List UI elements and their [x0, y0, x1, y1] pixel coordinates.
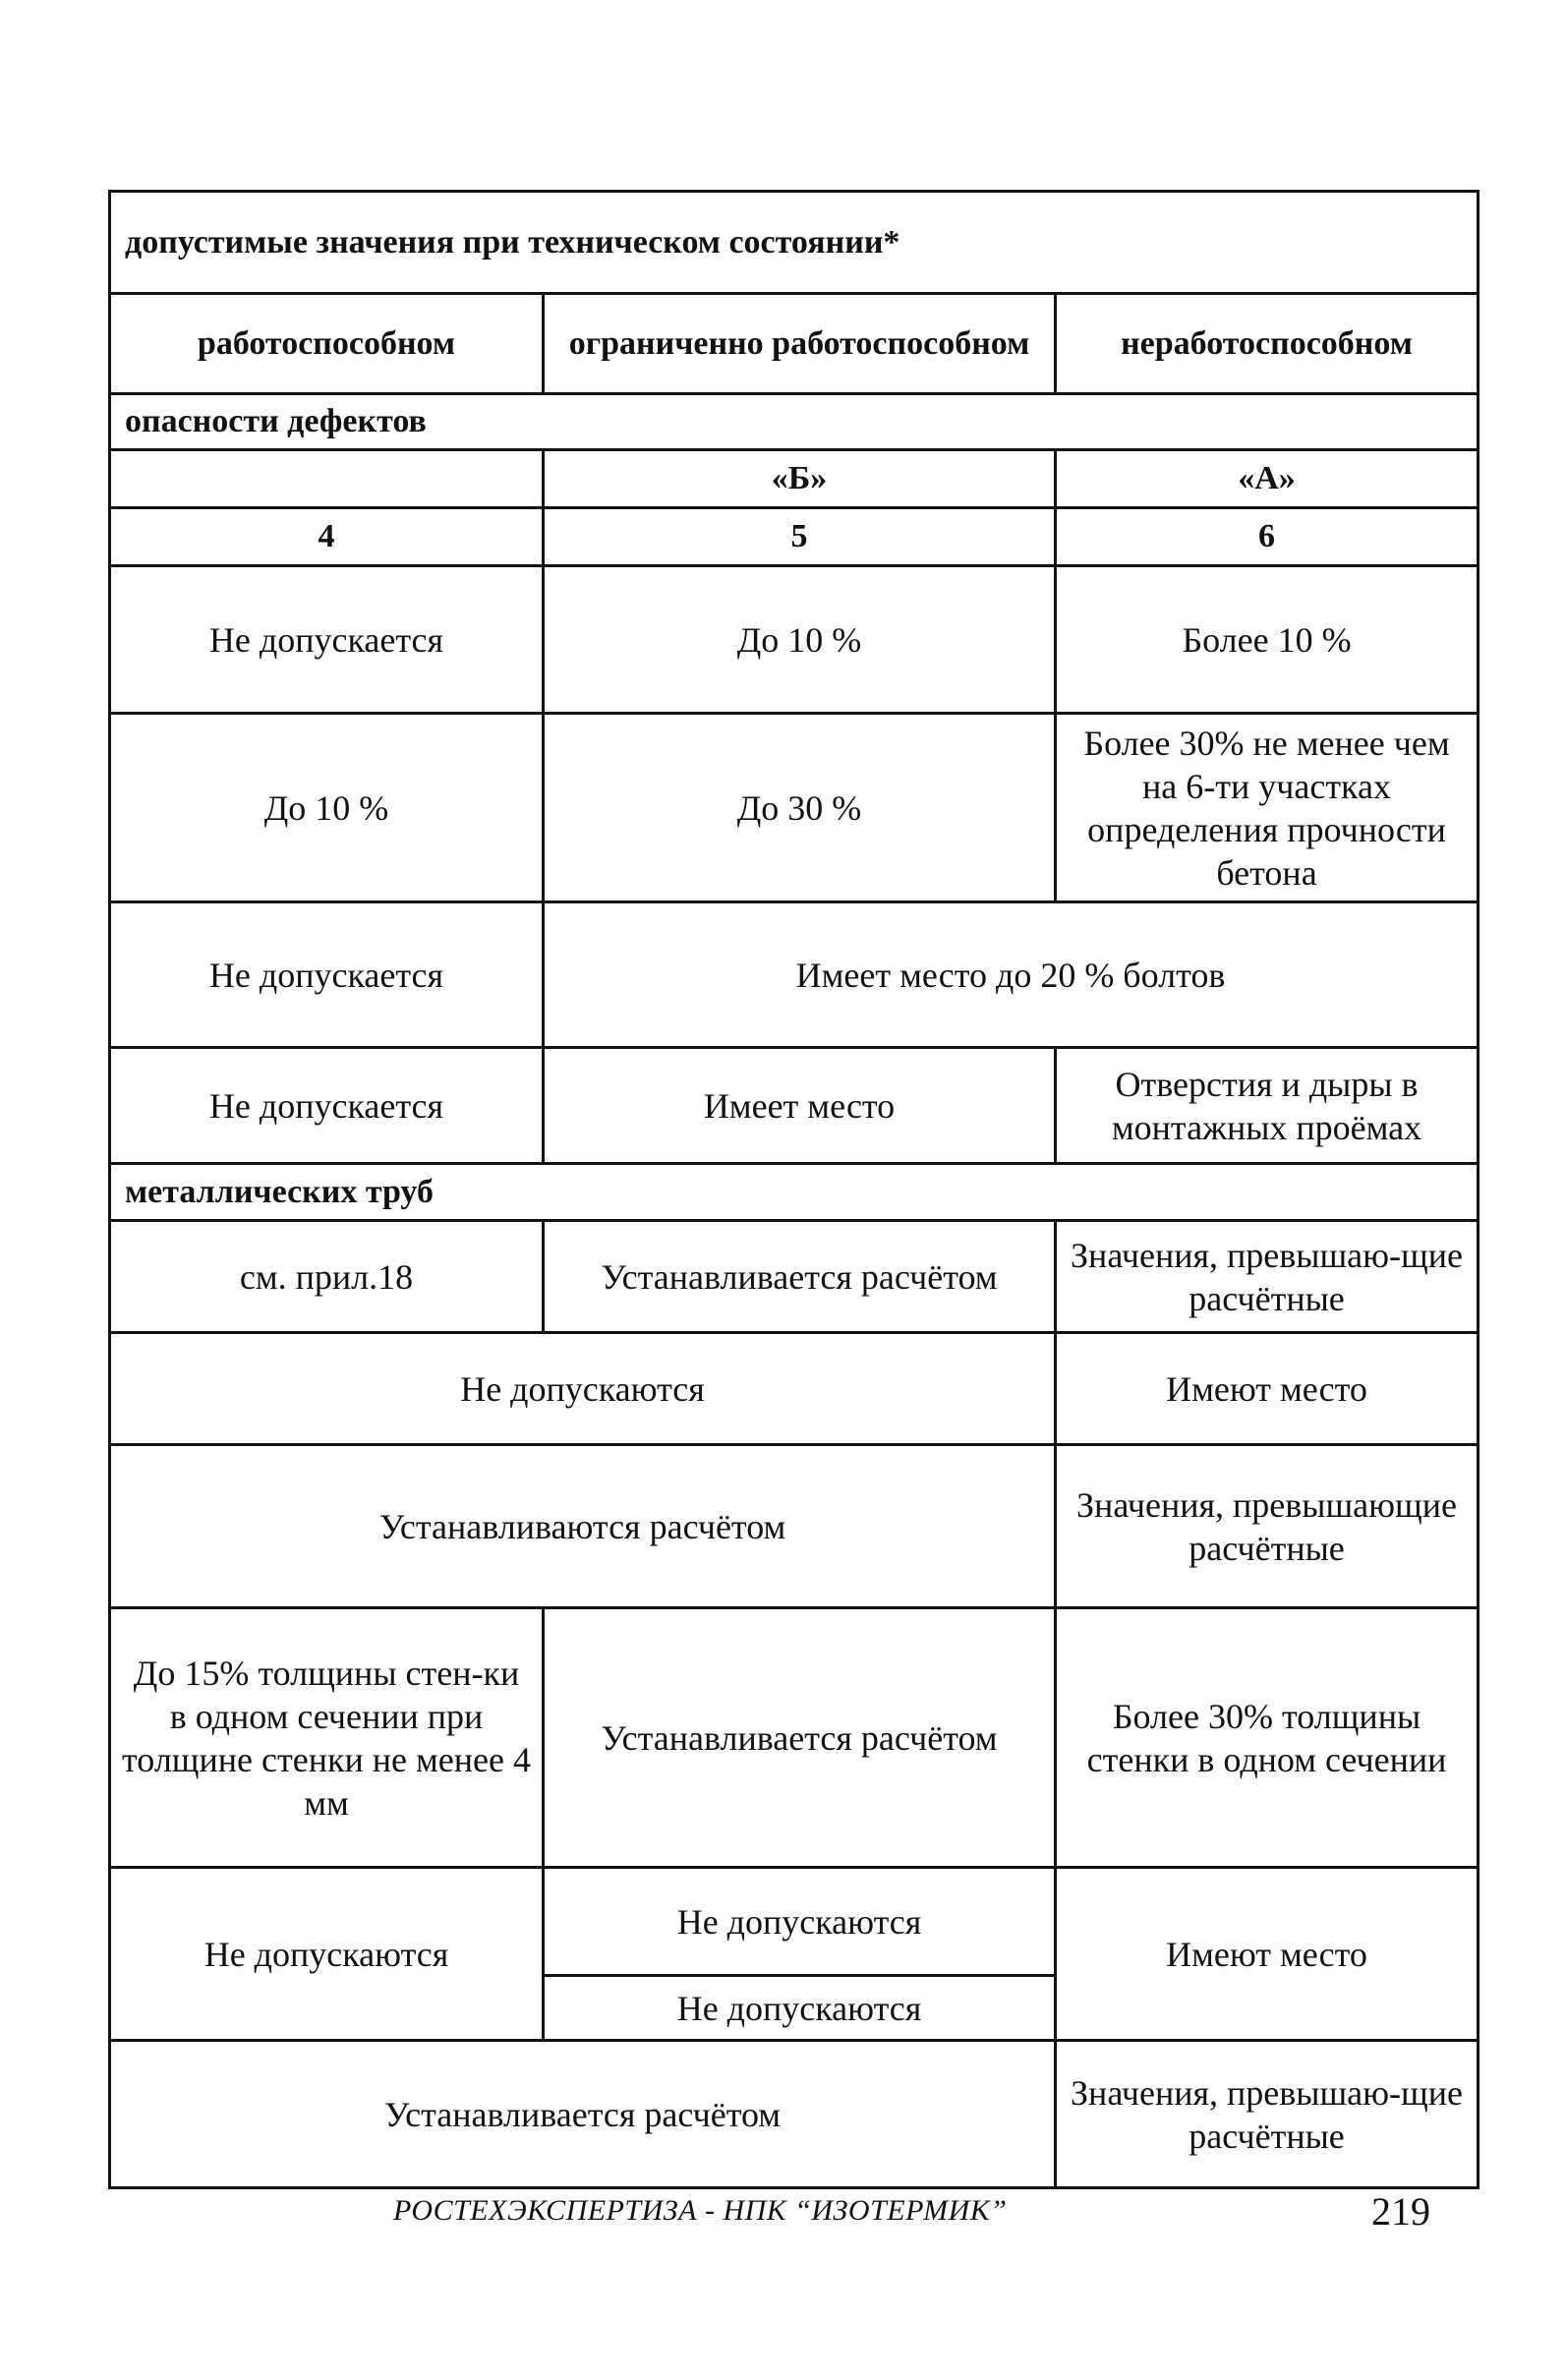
table-cell: Значения, превышающие расчётные	[1056, 1445, 1479, 1608]
table-cell: Не допускается	[110, 902, 544, 1048]
table-cell: Не допускаются	[544, 1976, 1056, 2041]
hazard-cat-b: «Б»	[544, 450, 1056, 508]
table-cell: До 30 %	[544, 714, 1056, 902]
table-cell: Имеют место	[1056, 1868, 1479, 2041]
table-cell: До 10 %	[110, 714, 544, 902]
table-cell: Устанавливается расчётом	[544, 1221, 1056, 1333]
table-cell: До 15% толщины стен-ки в одном сечении при толщине стенки не менее 4 мм	[110, 1608, 544, 1868]
hazard-cat-a: «А»	[1056, 450, 1479, 508]
table-cell: Не допускаются	[110, 1333, 1056, 1445]
criteria-table	[108, 190, 1479, 2189]
table-cell: Более 30% не менее чем на 6-ти участках определения прочности бетона	[1056, 714, 1479, 902]
table-cell: Устанавливаются расчётом	[110, 1445, 1056, 1608]
column-number-6: 6	[1056, 508, 1479, 566]
column-number-4: 4	[110, 508, 544, 566]
header-operable: работоспособном	[110, 294, 544, 394]
column-number-5: 5	[544, 508, 1056, 566]
table-cell: Не допускается	[110, 1048, 544, 1164]
table-cell: Устанавливается расчётом	[544, 1608, 1056, 1868]
page-number: 219	[1371, 2189, 1430, 2234]
table-cell: Имеет место до 20 % болтов	[544, 902, 1479, 1048]
table-title: допустимые значения при техническом состоянии*	[110, 192, 1479, 294]
section-metal-pipes: металлических труб	[110, 1164, 1479, 1221]
table-cell: Имеет место	[544, 1048, 1056, 1164]
table-cell: Не допускается	[110, 566, 544, 714]
table-cell: Отверстия и дыры в монтажных проёмах	[1056, 1048, 1479, 1164]
table-cell: Более 10 %	[1056, 566, 1479, 714]
table-cell: До 10 %	[544, 566, 1056, 714]
table-cell: Значения, превышаю-щие расчётные	[1056, 1221, 1479, 1333]
table-cell: Значения, превышаю-щие расчётные	[1056, 2041, 1479, 2188]
page-footer	[0, 2188, 1566, 2237]
table-cell: Более 30% толщины стенки в одном сечении	[1056, 1608, 1479, 1868]
header-limited-operable: ограниченно работоспособном	[544, 294, 1056, 394]
publisher-label: РОСТЕХЭКСПЕРТИЗА - НПК “ИЗОТЕРМИК”	[393, 2194, 1008, 2227]
section-hazard: опасности дефектов	[110, 394, 1479, 450]
table-cell: Не допускаются	[110, 1868, 544, 2041]
table-cell: Имеют место	[1056, 1333, 1479, 1445]
table-cell: см. прил.18	[110, 1221, 544, 1333]
hazard-cat-1	[110, 450, 544, 508]
table-cell: Не допускаются	[544, 1868, 1056, 1976]
header-inoperable: неработоспособном	[1056, 294, 1479, 394]
table-cell: Устанавливается расчётом	[110, 2041, 1056, 2188]
